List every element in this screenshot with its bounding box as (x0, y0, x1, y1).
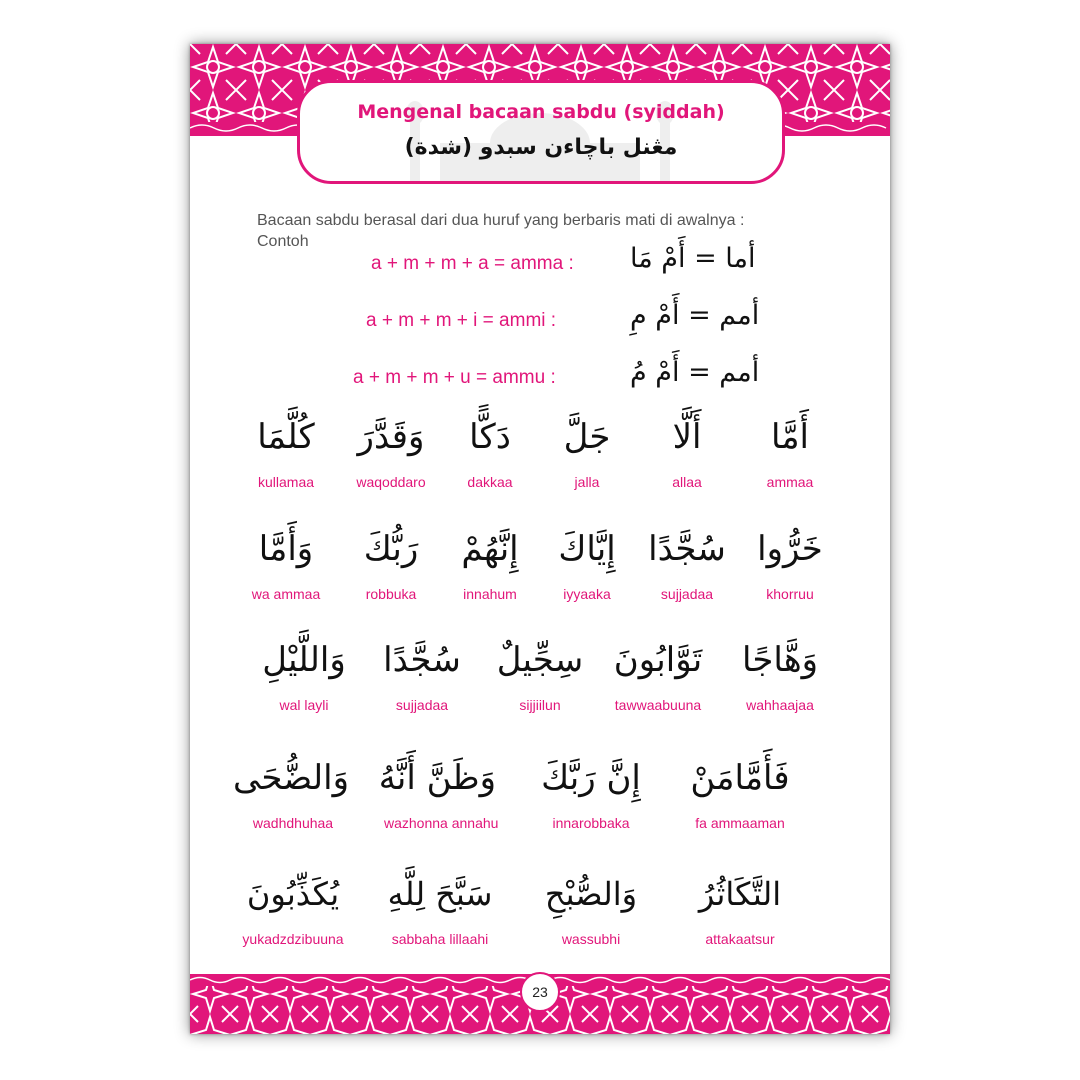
example-latin: a + m + m + i = ammi : (366, 310, 557, 331)
word-card (484, 635, 596, 713)
word-card (724, 635, 836, 713)
arabic-word: إِيَّاكَ (558, 529, 616, 569)
transliteration: dakkaa (467, 474, 513, 490)
example-arabic: أمم = أَمْ مِ (630, 300, 760, 331)
word-card (602, 635, 714, 713)
word-card (384, 869, 496, 947)
arabic-word: وَاللَّيْلِ (262, 640, 346, 680)
word-card (230, 412, 342, 490)
word-card (378, 753, 499, 831)
example-latin: a + m + m + a = amma : (371, 253, 574, 274)
arabic-word: سُجَّدًا (383, 640, 461, 680)
arabic-word: وَالصُّبْحِ (544, 875, 638, 913)
transliteration: sujjadaa (660, 586, 714, 602)
word-card (734, 524, 846, 602)
word-card (233, 753, 349, 831)
word-card (531, 524, 643, 602)
page-title: Mengenal bacaan sabdu (syiddah) (357, 101, 725, 123)
arabic-word: تَوَّابُونَ (613, 640, 703, 680)
transliteration: wadhdhuhaa (252, 815, 334, 831)
arabic-word: جَلَّ (563, 417, 611, 457)
transliteration: wahhaajaa (746, 697, 814, 713)
arabic-word: سُجَّدًا (648, 529, 726, 569)
transliteration: innahum (463, 586, 517, 602)
word-card (684, 753, 796, 831)
transliteration: waqoddaro (356, 474, 426, 490)
transliteration: attakaatsur (705, 931, 775, 947)
word-card (366, 635, 478, 713)
transliteration: kullamaa (257, 474, 315, 490)
transliteration: wassubhi (561, 931, 621, 947)
arabic-word: خَرُّوا (757, 529, 823, 569)
transliteration: allaa (672, 474, 702, 490)
intro-line: Contoh (257, 233, 309, 250)
transliteration: ammaa (766, 474, 814, 490)
arabic-word: وَقَدَّرَ (357, 417, 425, 457)
word-card (535, 869, 647, 947)
word-card (237, 869, 349, 947)
transliteration: jalla (574, 474, 600, 490)
arabic-word: دَكًّا (469, 417, 511, 457)
intro-text (257, 210, 857, 252)
arabic-word: سِجِّيلٌ (496, 640, 584, 680)
arabic-word: أَلَّا (672, 417, 702, 457)
arabic-word: يُكَذِّبُونَ (246, 875, 340, 913)
arabic-word: رَبُّكَ (363, 529, 419, 569)
word-card (230, 524, 342, 602)
word-card (631, 524, 743, 602)
book-page (190, 44, 890, 1034)
word-card (684, 869, 796, 947)
word-card (434, 412, 546, 490)
word-card (434, 524, 546, 602)
transliteration: fa ammaaman (695, 815, 785, 831)
transliteration: iyyaaka (563, 586, 611, 602)
transliteration: robbuka (365, 586, 417, 602)
arabic-word: إِنَّهُمْ (461, 529, 519, 569)
transliteration: khorruu (766, 586, 814, 602)
word-card (631, 412, 743, 490)
word-card (335, 524, 447, 602)
arabic-word: سَبَّحَ لِلَّهِ (387, 875, 493, 913)
arabic-word: وَالضُّحَى (233, 758, 349, 798)
word-card (248, 635, 360, 713)
arabic-word: إِنَّ رَبَّكَ (541, 758, 641, 798)
example-arabic: أمم = أَمْ مُ (630, 357, 760, 388)
transliteration: wal layli (279, 697, 329, 713)
word-card (335, 412, 447, 490)
transliteration: yukadzdzibuuna (242, 931, 344, 947)
arabic-word: وَظَنَّ أَنَّهُ (378, 758, 496, 798)
intro-line: Bacaan sabdu berasal dari dua huruf yang berbaris mati di awalnya : (257, 212, 745, 229)
transliteration: wa ammaa (251, 586, 321, 602)
arabic-word: التَّكَاثُرُ (698, 875, 782, 913)
arabic-word: كُلَّمَا (257, 417, 315, 457)
transliteration: sijjiilun (519, 697, 561, 713)
transliteration: wazhonna annahu (384, 815, 499, 831)
example-arabic: أما = أَمْ مَا (630, 243, 756, 274)
word-card (535, 753, 647, 831)
arabic-word: وَهَّاجًا (741, 640, 819, 680)
arabic-word: فَأَمَّامَنْ (690, 758, 790, 798)
arabic-word: وَأَمَّا (258, 529, 314, 569)
title-panel (297, 80, 785, 184)
transliteration: sabbaha lillaahi (391, 931, 489, 947)
page-title-arabic: مڠنل باچاءن سبدو (شدة) (404, 135, 678, 160)
transliteration: innarobbaka (552, 815, 630, 831)
word-card (734, 412, 846, 490)
word-card (531, 412, 643, 490)
transliteration: sujjadaa (395, 697, 449, 713)
page-number: 23 (520, 972, 560, 1012)
arabic-word: أَمَّا (770, 417, 810, 457)
example-latin: a + m + m + u = ammu : (353, 367, 556, 388)
transliteration: tawwaabuuna (614, 697, 702, 713)
